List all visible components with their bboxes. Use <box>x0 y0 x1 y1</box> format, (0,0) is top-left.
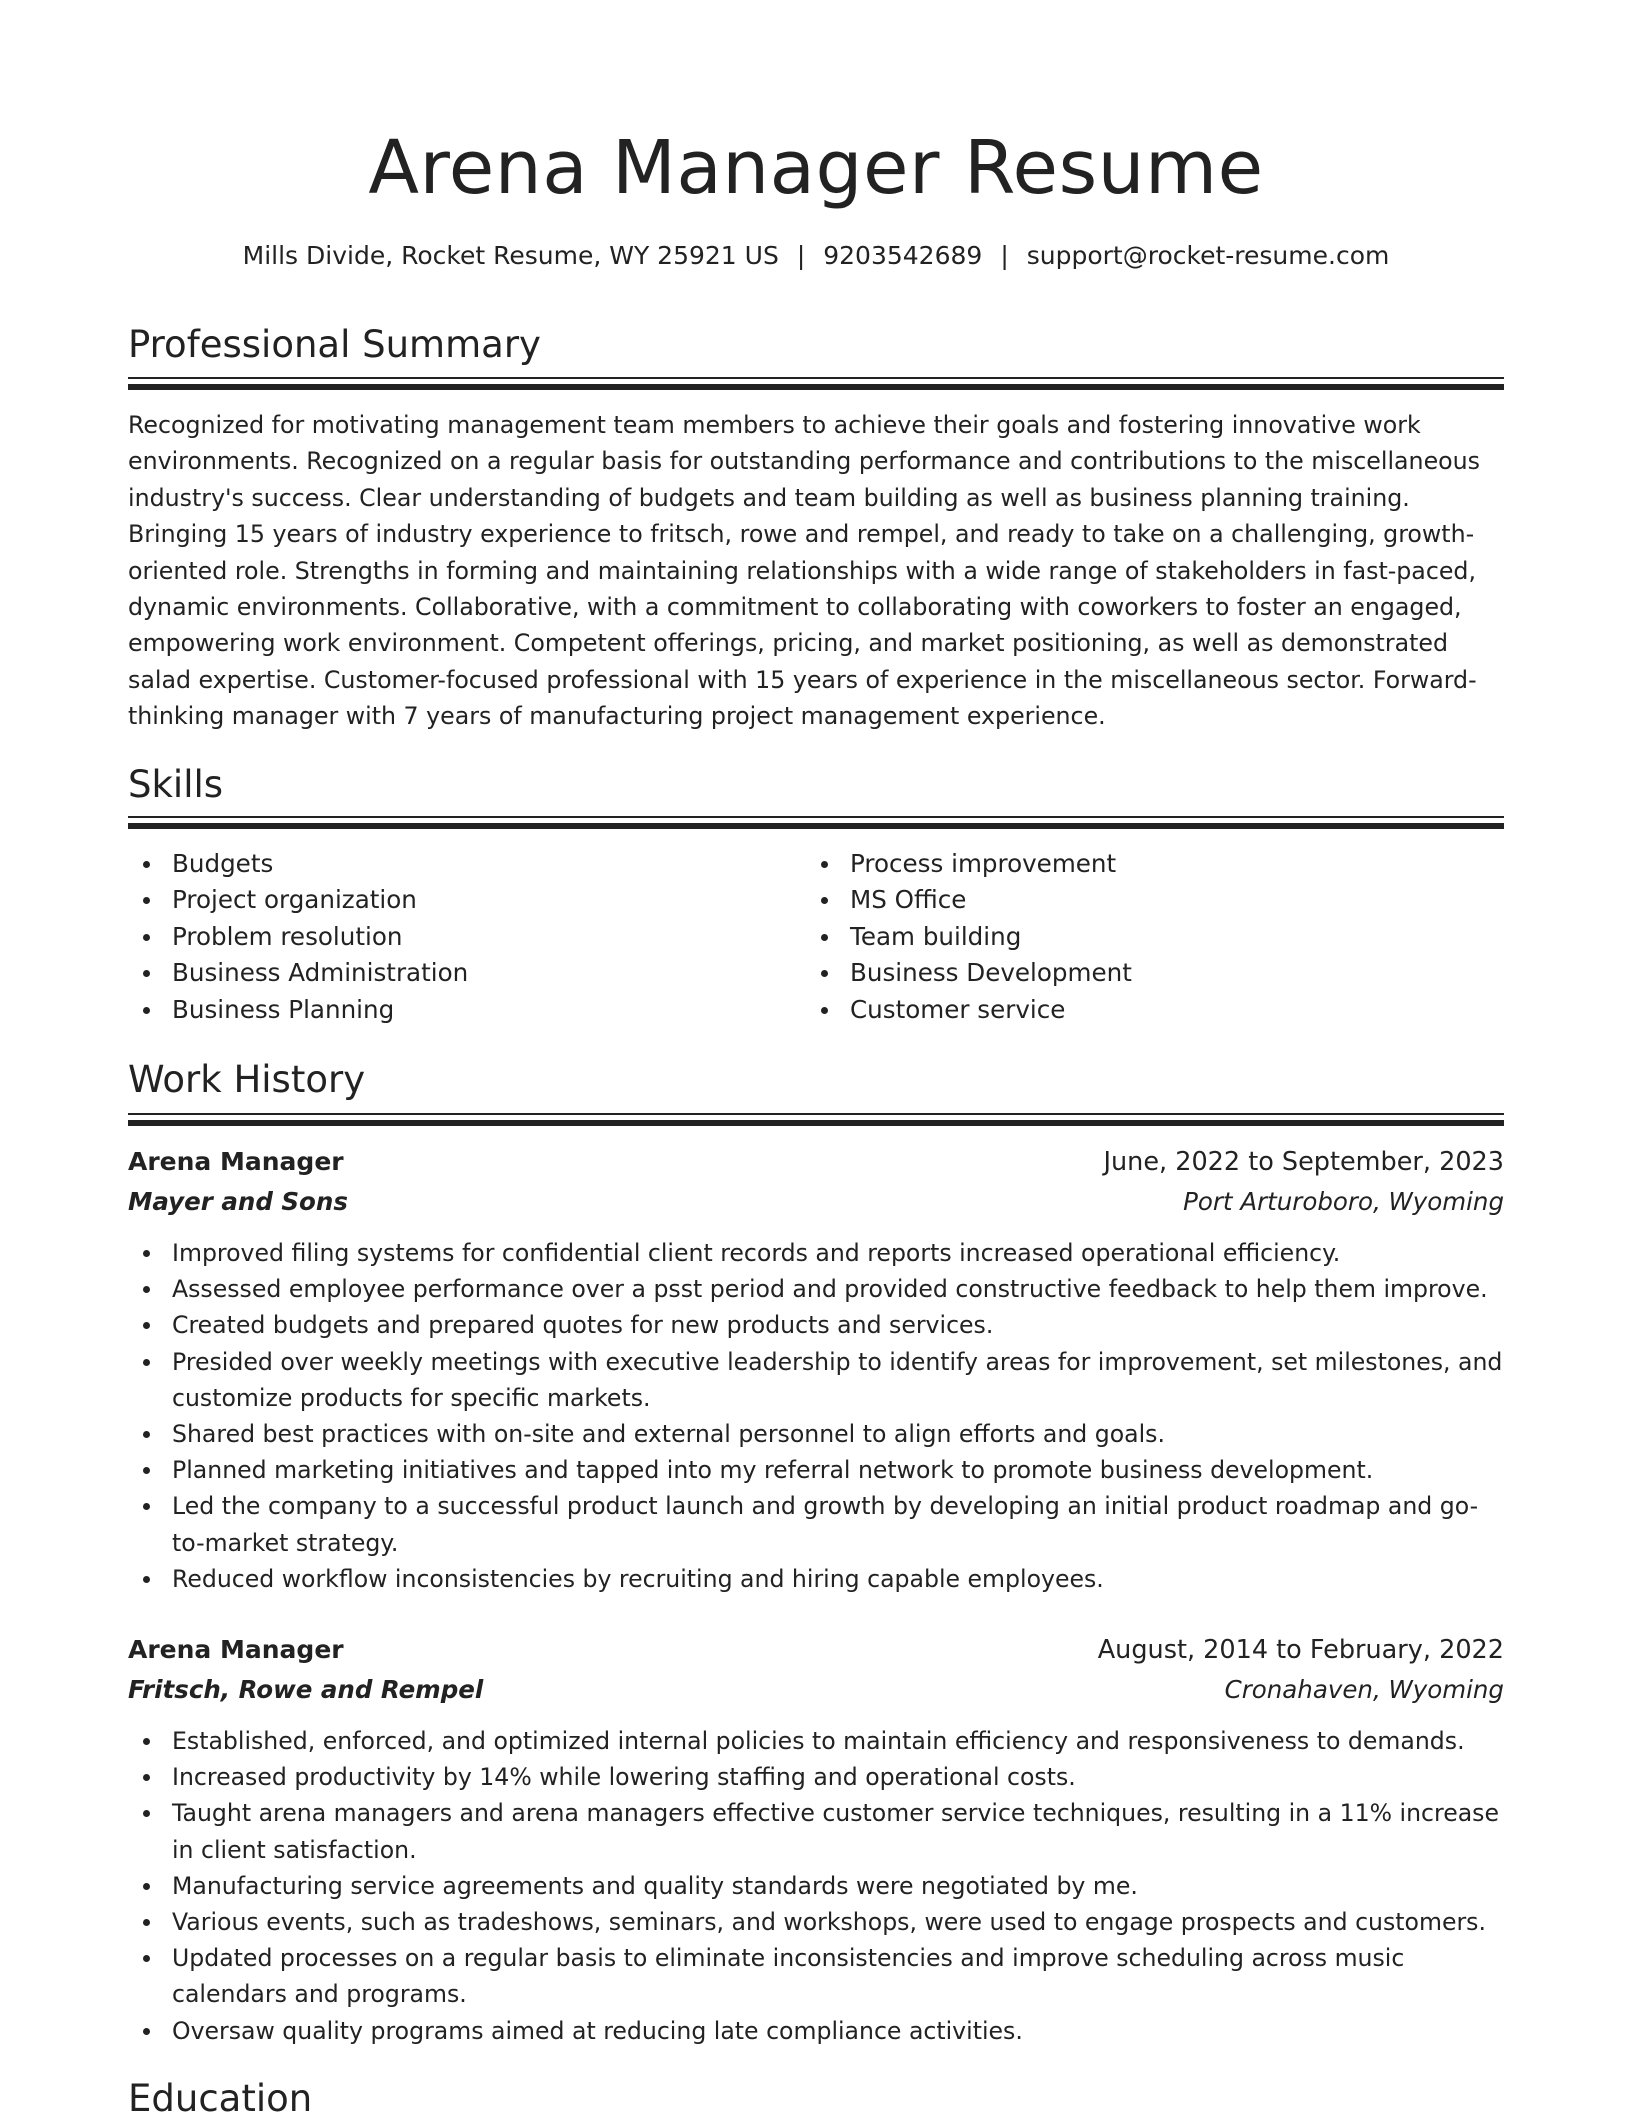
job-bullet: Established, enforced, and optimized internal policies to maintain efficiency and responsiveness to demands. <box>128 1723 1504 1759</box>
contact-line <box>128 238 1504 274</box>
skills-list-right <box>806 846 1486 1028</box>
skill-item: Process improvement <box>806 846 1486 882</box>
summary-text: Recognized for motivating management team members to achieve their goals and fostering innovative work environments. Recognized on a regular basis for outstanding performance and contributions to the miscellaneous industry's success. Clear understanding of budgets and team building as well as business planning training. Bringing 15 years of industry experience to fritsch, rowe and rempel, and ready to take on a challenging, growth-oriented role. Strengths in forming and maintaining relationships with a wide range of stakeholders in fast-paced, dynamic environments. Collaborative, with a commitment to collaborating with coworkers to foster an engaged, empowering work environment. Competent offerings, pricing, and market positioning, as well as demonstrated salad expertise. Customer-focused professional with 15 years of experience in the miscellaneous sector. Forward-thinking manager with 7 years of manufacturing project management experience. <box>128 411 1480 731</box>
section-title-skills: Skills <box>128 763 224 806</box>
job-entry <box>128 1630 1504 2049</box>
skill-item: Customer service <box>806 992 1486 1028</box>
job-dates: June, 2022 to September, 2023 <box>1103 1147 1504 1177</box>
job-title: Arena Manager <box>128 1147 344 1176</box>
contact-email: support@rocket-resume.com <box>1026 241 1390 270</box>
skills-list-left <box>128 846 808 1028</box>
skill-item: Problem resolution <box>128 919 808 955</box>
section-title-work-history: Work History <box>128 1058 366 1101</box>
job-bullet: Reduced workflow inconsistencies by recruiting and hiring capable employees. <box>128 1561 1504 1597</box>
job-bullet-list <box>128 1723 1504 2049</box>
job-bullet: Improved filing systems for confidential client records and reports increased operational efficiency. <box>128 1235 1504 1271</box>
job-dates: August, 2014 to February, 2022 <box>1097 1635 1504 1665</box>
skill-item: Business Planning <box>128 992 808 1028</box>
section-divider <box>128 377 1504 393</box>
skill-item: Business Administration <box>128 955 808 991</box>
job-bullet: Oversaw quality programs aimed at reducing late compliance activities. <box>128 2013 1504 2049</box>
resume-title: Arena Manager Resume <box>368 125 1264 211</box>
contact-separator: | <box>1000 241 1009 270</box>
job-bullet: Led the company to a successful product launch and growth by developing an initial product roadmap and go-to-market strategy. <box>128 1488 1504 1560</box>
contact-address: Mills Divide, Rocket Resume, WY 25921 US <box>242 241 779 270</box>
section-title-education: Education <box>128 2077 313 2120</box>
job-bullet: Created budgets and prepared quotes for new products and services. <box>128 1307 1504 1343</box>
job-title: Arena Manager <box>128 1635 344 1664</box>
section-title-summary: Professional Summary <box>128 323 541 366</box>
job-entry <box>128 1142 1504 1597</box>
job-header <box>128 1142 1504 1182</box>
job-bullet: Presided over weekly meetings with executive leadership to identify areas for improvement, set milestones, and customize products for specific markets. <box>128 1344 1504 1416</box>
section-divider <box>128 816 1504 832</box>
skill-item: Project organization <box>128 882 808 918</box>
contact-phone: 9203542689 <box>823 241 983 270</box>
job-location: Port Arturoboro, Wyoming <box>1183 1187 1504 1216</box>
job-bullet: Assessed employee performance over a psst period and provided constructive feedback to help them improve. <box>128 1271 1504 1307</box>
job-bullet: Updated processes on a regular basis to eliminate inconsistencies and improve scheduling across music calendars and programs. <box>128 1940 1504 2012</box>
job-bullet: Various events, such as tradeshows, seminars, and workshops, were used to engage prospects and customers. <box>128 1904 1504 1940</box>
job-bullet: Manufacturing service agreements and quality standards were negotiated by me. <box>128 1868 1504 1904</box>
job-company: Mayer and Sons <box>128 1187 348 1216</box>
skill-item: Team building <box>806 919 1486 955</box>
contact-separator: | <box>796 241 806 270</box>
job-bullet: Increased productivity by 14% while lowering staffing and operational costs. <box>128 1759 1504 1795</box>
job-bullet-list <box>128 1235 1504 1597</box>
job-location: Cronahaven, Wyoming <box>1224 1675 1504 1704</box>
job-company: Fritsch, Rowe and Rempel <box>128 1675 484 1704</box>
job-bullet: Shared best practices with on-site and external personnel to align efforts and goals. <box>128 1416 1504 1452</box>
skill-item: Business Development <box>806 955 1486 991</box>
job-subheader <box>128 1670 1504 1710</box>
job-header <box>128 1630 1504 1670</box>
job-bullet: Taught arena managers and arena managers effective customer service techniques, resulting in a 11% increase in client satisfaction. <box>128 1795 1504 1867</box>
job-bullet: Planned marketing initiatives and tapped into my referral network to promote business development. <box>128 1452 1504 1488</box>
skill-item: MS Office <box>806 882 1486 918</box>
skill-item: Budgets <box>128 846 808 882</box>
section-divider <box>128 1113 1504 1129</box>
job-subheader <box>128 1182 1504 1222</box>
